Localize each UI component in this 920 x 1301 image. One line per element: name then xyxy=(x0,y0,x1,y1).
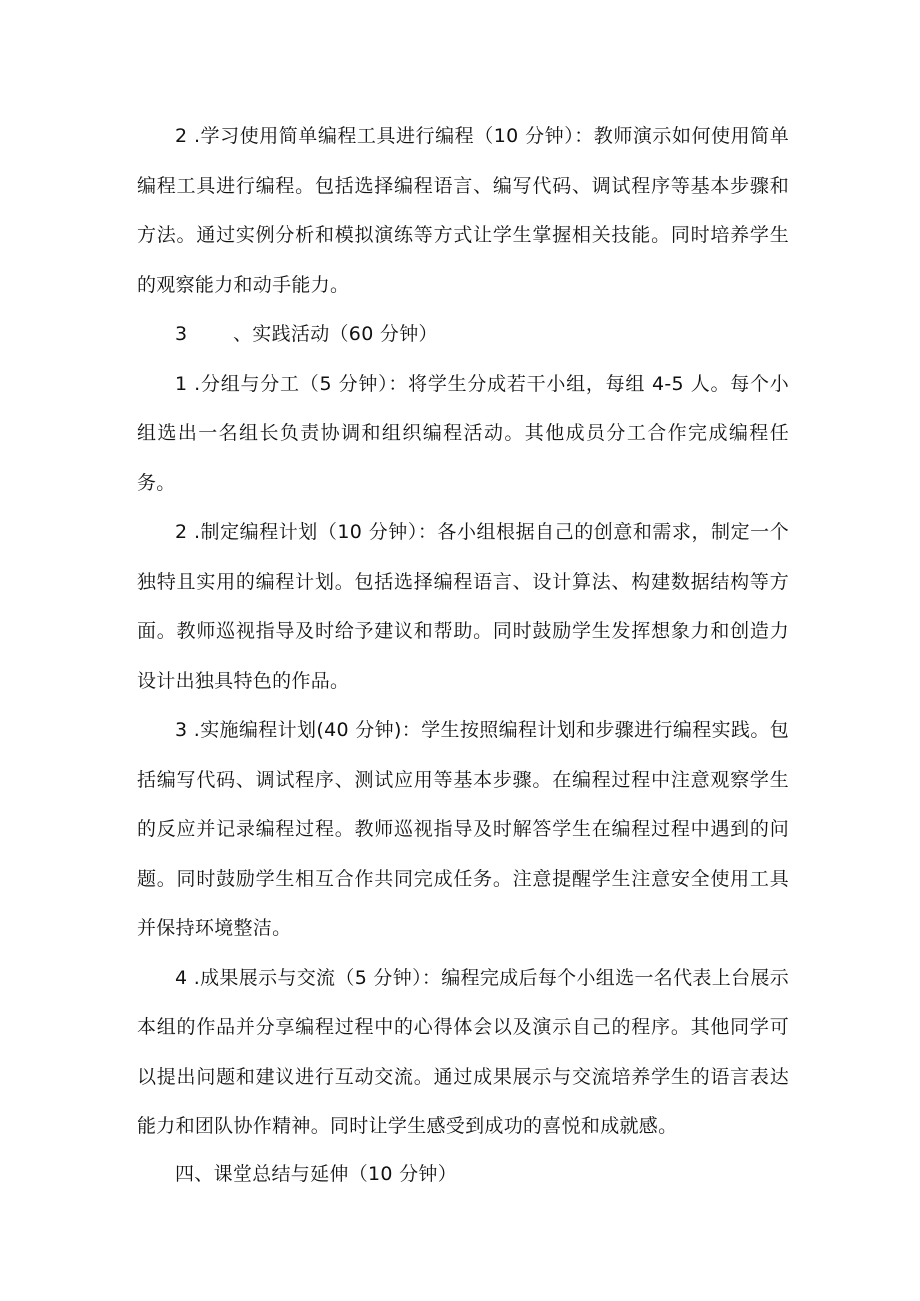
step-showcase: 4 .成果展示与交流（5 分钟）：编程完成后每个小组选一名代表上台展示本组的作品并分享编程过程中的心得体会以及演示自己的程序。其他同学可以提出问题和建议进行互动交流。通过成果展示与交流培养学生的语言表达能力和团队协作精神。同时让学生感受到成功的喜悦和成就感。 xyxy=(137,966,789,1137)
step-plan: 2 .制定编程计划（10 分钟）：各小组根据自己的创意和需求，制定一个独特且实用的编程计划。包括选择编程语言、设计算法、构建数据结构等方面。教师巡视指导及时给予建议和帮助。同时鼓励学生发挥想象力和创造力设计出独具特色的作品。 xyxy=(137,521,789,692)
section-four-heading: 四、课堂总结与延伸（10 分钟） xyxy=(175,1162,458,1185)
document-body xyxy=(137,112,789,1196)
practice-heading xyxy=(137,310,789,360)
practice-heading-number: 3 xyxy=(175,323,188,345)
step-grouping: 1 .分组与分工（5 分钟）：将学生分成若干小组，每组 4-5 人。每个小组选出一名组长负责协调和组织编程活动。其他成员分工合作完成编程任务。 xyxy=(137,372,789,494)
practice-heading-text: 、实践活动（60 分钟） xyxy=(233,323,438,345)
step-implement: 3 .实施编程计划(40 分钟)：学生按照编程计划和步骤进行编程实践。包括编写代码、调试程序、测试应用等基本步骤。在编程过程中注意观察学生的反应并记录编程过程。教师巡视指导及时解答学生在编程过程中遇到的问题。同时鼓励学生相互合作共同完成任务。注意提醒学生注意安全使用工具并保持环境整洁。 xyxy=(137,719,789,939)
paragraph-learn-tool: 2 .学习使用简单编程工具进行编程（10 分钟）：教师演示如何使用简单编程工具进行编程。包括选择编程语言、编写代码、调试程序等基本步骤和方法。通过实例分析和模拟演练等方式让学生掌握相关技能。同时培养学生的观察能力和动手能力。 xyxy=(137,125,789,296)
